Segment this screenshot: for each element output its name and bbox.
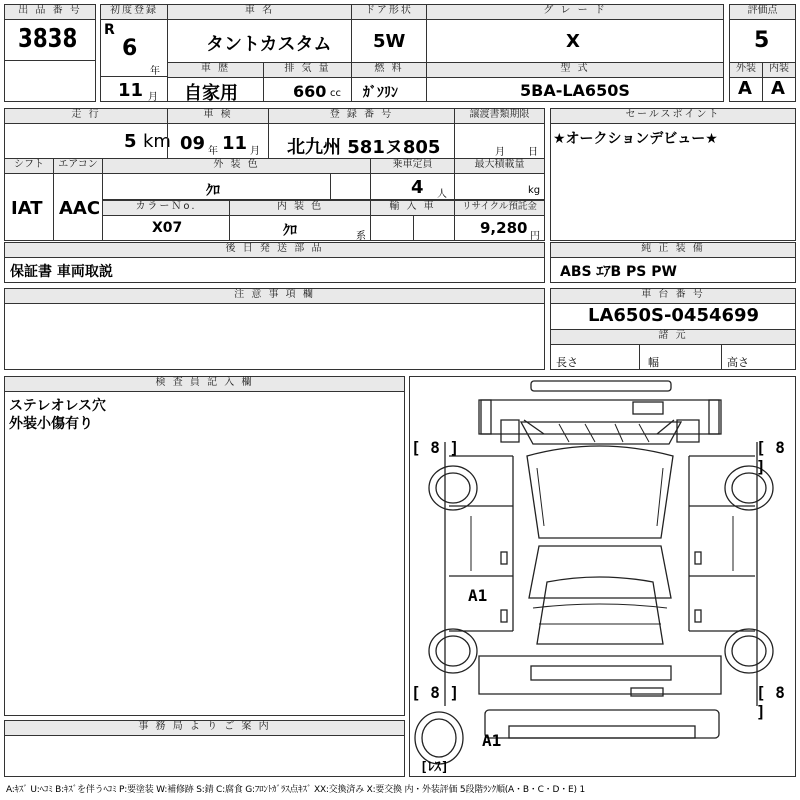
fuel-value: ｶﾞｿﾘﾝ [363, 85, 398, 101]
displacement-unit: cc [330, 88, 341, 99]
reg-no-value: 北九州 581ヌ805 [287, 137, 441, 158]
model-label: 型 式 [426, 62, 724, 78]
recycle-value: 9,280 [480, 219, 528, 237]
lot-number: 3838 [18, 24, 78, 54]
damage-mark-front-left: [ 8 ] [411, 438, 460, 457]
import-label: 輸 入 車 [370, 200, 455, 216]
score-label: 評価点 [729, 4, 796, 20]
history-value: 自家用 [184, 83, 238, 104]
reg-month: 11 [118, 80, 144, 101]
shift-label: シフト [4, 158, 54, 174]
ac-value: AAC [59, 198, 101, 219]
car-diagram [409, 376, 796, 777]
int-color-unit: 系 [356, 231, 366, 242]
max-load-label: 最大積載量 [454, 158, 545, 174]
reg-month-unit: 月 [148, 92, 158, 103]
car-name: タントカスタム [206, 34, 332, 55]
office-cell [4, 735, 405, 777]
lot-label: 出 品 番 号 [4, 4, 96, 20]
notes-label: 注 意 事 項 欄 [4, 288, 545, 304]
mileage-unit: km [143, 131, 171, 152]
recycle-unit: 円 [530, 231, 540, 242]
chassis-label: 車 台 番 号 [550, 288, 796, 304]
transfer-month-unit: 月 [495, 147, 505, 158]
grade-label: グ レ ー ド [426, 4, 724, 20]
reg-year: 6 [122, 36, 138, 61]
exterior-label: 外装 [729, 62, 763, 78]
ext-color-value: ｸﾛ [206, 183, 220, 199]
capacity-label: 乗車定員 [370, 158, 455, 174]
damage-mark-bumper-a1: A1 [482, 731, 502, 750]
chassis-value: LA650S-0454699 [588, 305, 760, 326]
damage-mark-rear-left: [ 8 ] [411, 683, 460, 702]
door-value: 5W [373, 31, 406, 52]
inspection-year-unit: 年 [208, 146, 218, 157]
selling-text: ★オークションデビュー★ [553, 131, 718, 147]
inspector-line-2: 外装小傷有り [9, 416, 93, 432]
legend-text: A:ｷｽﾞ U:ﾍｺﾐ B:ｷｽﾞを伴うﾍｺﾐ P:要塗装 W:補修跡 S:錆 C:腐食 G:ﾌﾛﾝﾄｶﾞﾗｽ点ｷｽﾞ XX:交換済み X:要交換 内・外装評価 5段階ﾗﾝｸ順(A・B・C・D・E) 1 [6, 785, 585, 795]
notes-cell [4, 303, 545, 370]
history-label: 車 歴 [167, 62, 264, 78]
color-no-label: カラーＮo. [102, 200, 230, 216]
interior-label: 内装 [762, 62, 796, 78]
max-load-unit: kg [528, 185, 541, 196]
lot-blank [4, 60, 96, 102]
mileage-value: 5 [124, 131, 137, 152]
car-name-label: 車 名 [167, 4, 352, 20]
inspection-month: 11 [222, 133, 248, 154]
inspection-year: 09 [180, 133, 206, 154]
transfer-day-unit: 日 [528, 147, 538, 158]
height-label: 高さ [727, 356, 749, 369]
shift-value: IAT [11, 198, 43, 219]
spare-tire-mark: [ﾚｽ] [420, 760, 449, 775]
ac-label: エアコン [53, 158, 103, 174]
reg-no-label: 登 録 番 号 [268, 108, 455, 124]
transfer-label: 譲渡書類期限 [454, 108, 545, 124]
model-value: 5BA-LA650S [520, 81, 630, 100]
inspector-label: 検 査 員 記 入 欄 [4, 376, 405, 392]
grade-value: X [566, 31, 580, 52]
displacement-label: 排 気 量 [263, 62, 352, 78]
ext-color-extra-cell [330, 173, 371, 200]
capacity-unit: 人 [437, 189, 447, 200]
equipment-label: 純 正 装 備 [550, 242, 796, 258]
door-label: ドア形状 [351, 4, 427, 20]
inspection-label: 車 検 [167, 108, 269, 124]
recycle-label: リサイクル預託金 [454, 200, 545, 216]
import-cell-a [370, 215, 414, 241]
damage-mark-rear-right: [ 8 ] [756, 683, 785, 721]
fuel-label: 燃 料 [351, 62, 427, 78]
first-reg-label: 初度登録 [100, 4, 168, 20]
office-label: 事 務 局 よ り ご 案 内 [4, 720, 405, 736]
int-color-value: ｸﾛ [283, 223, 297, 239]
equipment-value: ABS ｴｱB PS PW [560, 264, 677, 280]
damage-mark-front-right: [ 8 ] [756, 438, 785, 476]
later-items-value: 保証書 車両取説 [10, 264, 113, 280]
score-value: 5 [754, 28, 770, 53]
int-color-cell [229, 215, 371, 241]
dims-label: 諸 元 [550, 329, 796, 345]
exterior-grade: A [738, 78, 752, 99]
displacement-value: 660 [293, 82, 327, 101]
length-label: 長さ [556, 356, 578, 369]
selling-label: セールスポイント [550, 108, 796, 124]
inspection-month-unit: 月 [250, 146, 260, 157]
era-label: R [104, 22, 115, 38]
color-no-value: X07 [152, 220, 183, 236]
mileage-label: 走 行 [4, 108, 168, 124]
ext-color-label: 外 装 色 [102, 158, 371, 174]
int-color-label: 内 装 色 [229, 200, 371, 216]
interior-grade: A [771, 78, 785, 99]
reg-year-unit: 年 [150, 66, 160, 77]
inspector-cell [4, 391, 405, 716]
import-cell-b [413, 215, 455, 241]
inspector-line-1: ステレオレス穴 [9, 398, 107, 414]
damage-mark-left-a1: A1 [468, 586, 488, 605]
capacity-value: 4 [411, 177, 424, 198]
later-items-label: 後 日 発 送 部 品 [4, 242, 545, 258]
width-label: 幅 [648, 356, 659, 369]
